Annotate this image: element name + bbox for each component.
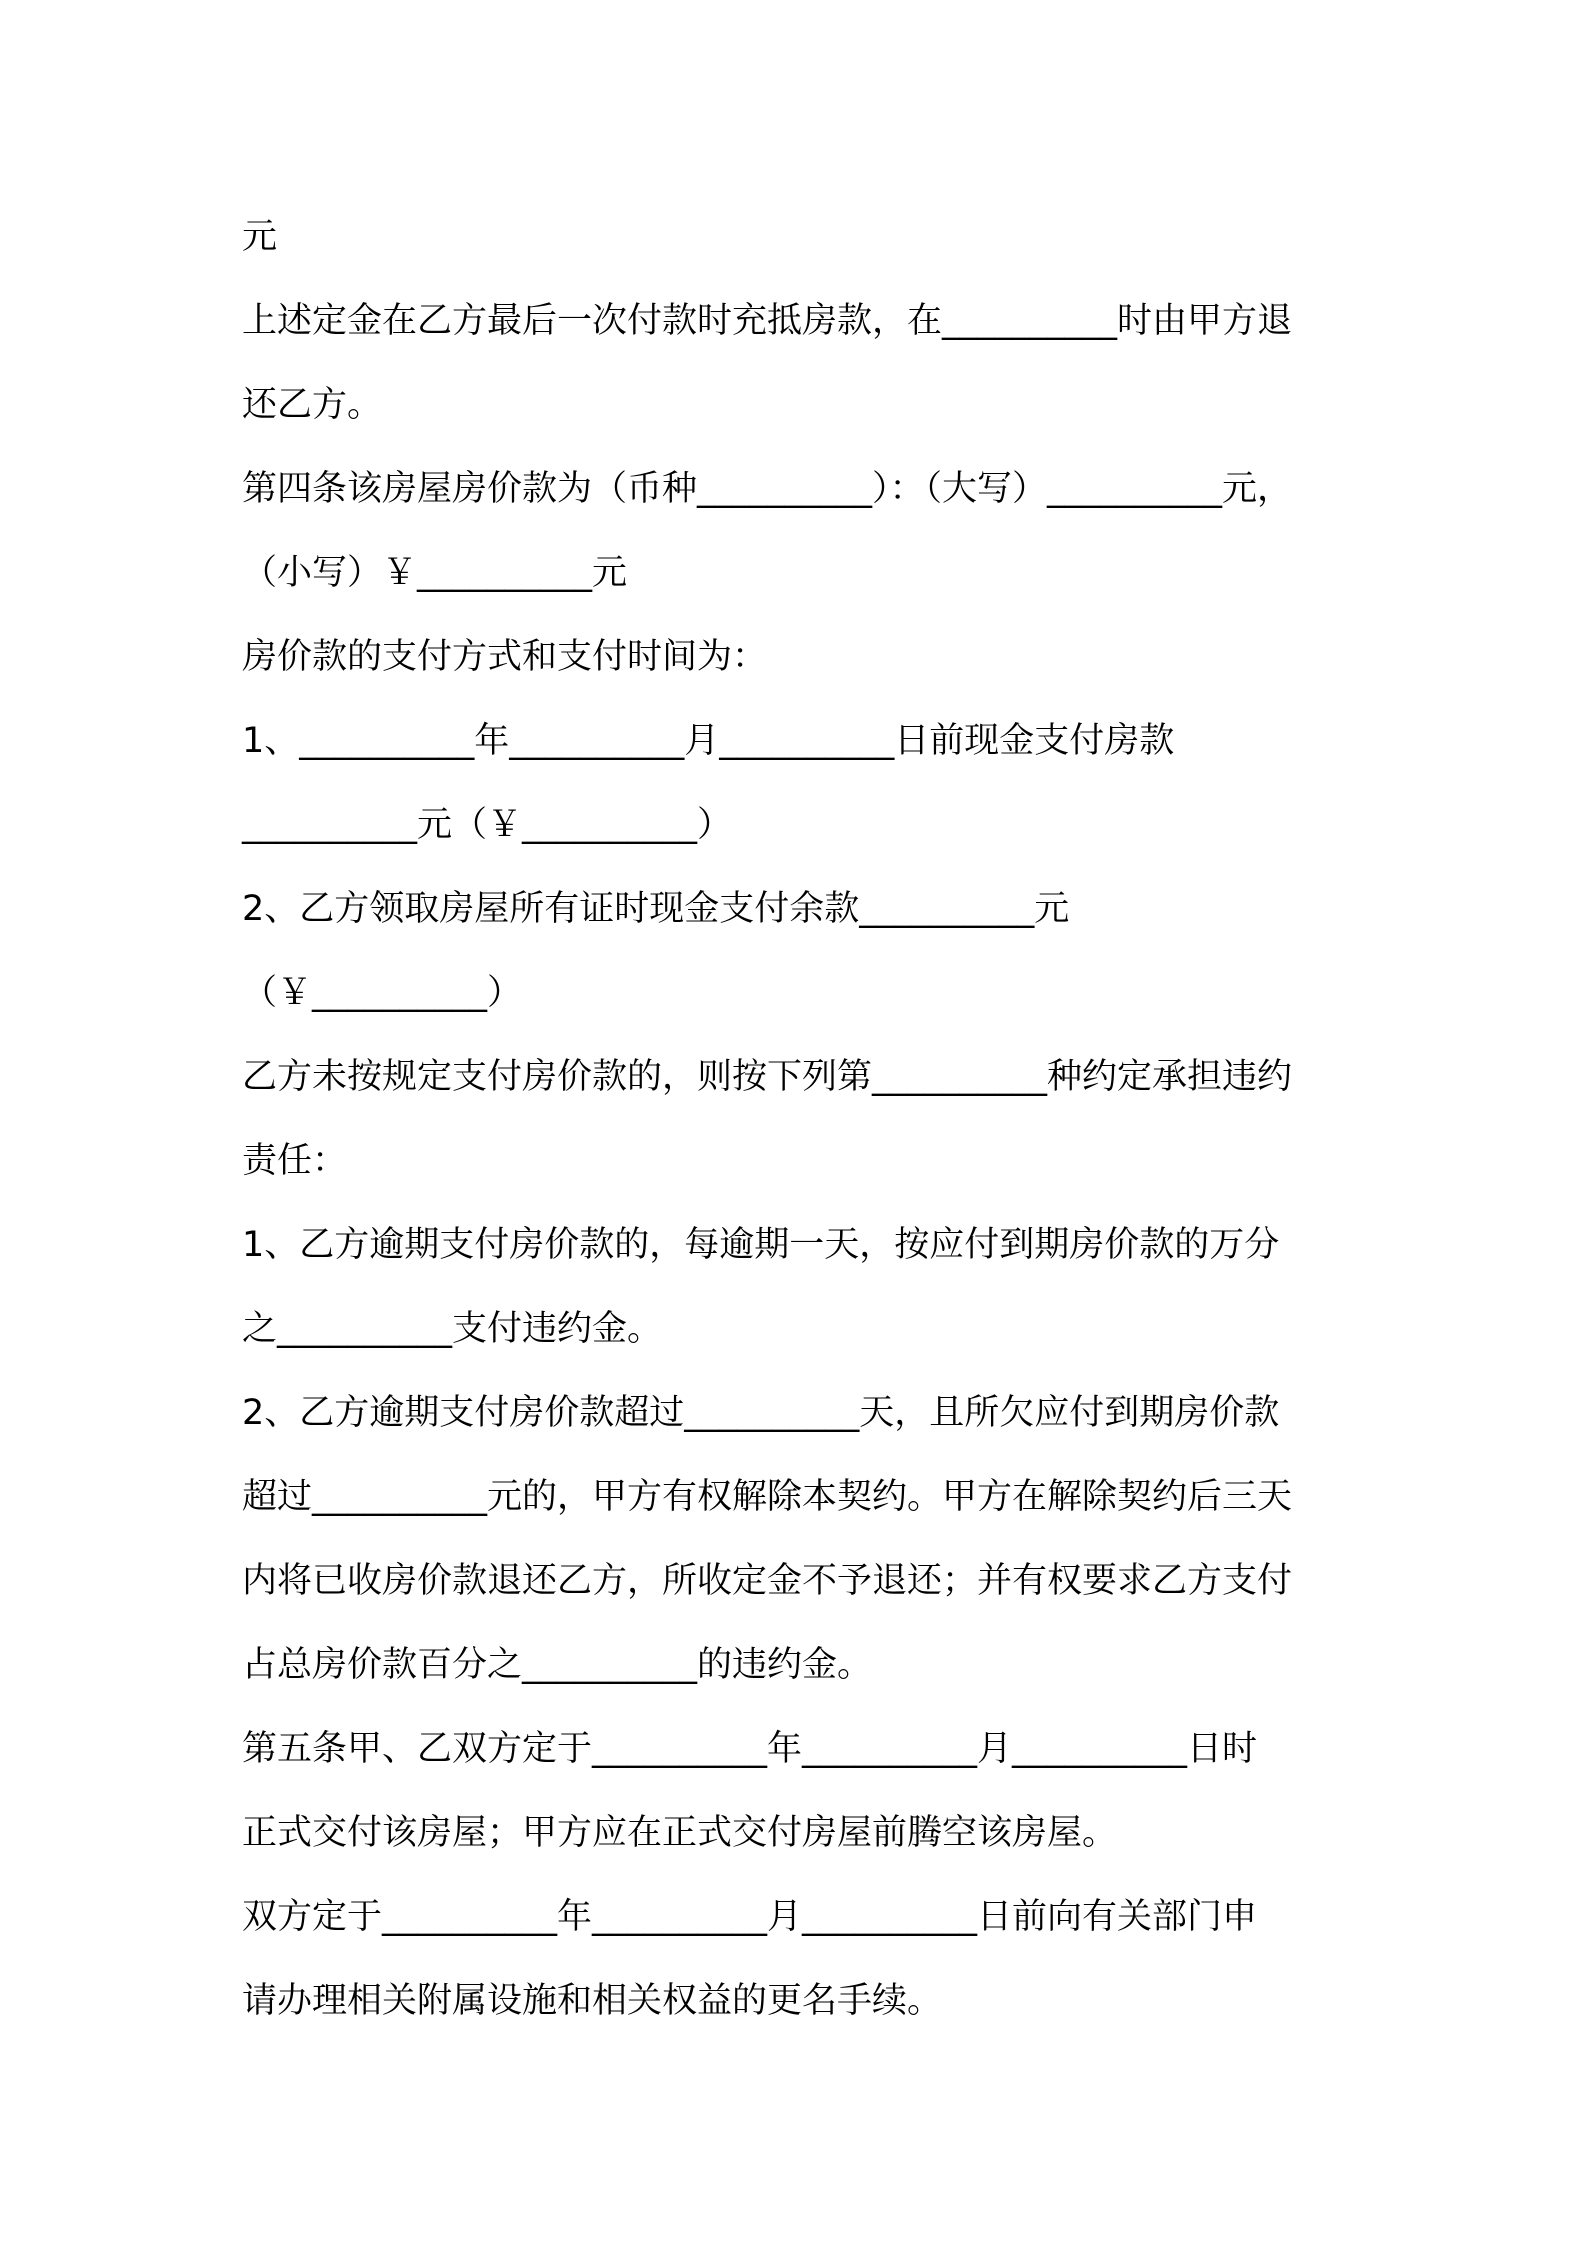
text-line: 占总房价款百分之__________的违约金。 [242, 1645, 873, 1685]
text-line: （￥__________） [242, 973, 523, 1013]
text-line: 正式交付该房屋；甲方应在正式交付房屋前腾空该房屋。 [242, 1813, 1118, 1853]
text-line: 房价款的支付方式和支付时间为： [242, 637, 768, 677]
article-four-line: 第四条该房屋房价款为（币种__________）：（大写）__________元， [242, 469, 1293, 509]
text-line: 双方定于__________年__________月__________日前向有关部门申 [242, 1897, 1258, 1937]
article-five-line: 第五条甲、乙双方定于__________年__________月__________日时 [242, 1729, 1258, 1769]
text-line: 元 [242, 217, 278, 257]
text-line: （小写）￥__________元 [242, 553, 628, 593]
text-line: __________元（￥__________） [242, 805, 733, 845]
text-line: 还乙方。 [242, 385, 383, 425]
text-line: 之__________支付违约金。 [242, 1309, 663, 1349]
text-line: 2、乙方领取房屋所有证时现金支付余款__________元 [242, 889, 1070, 929]
text-line: 超过__________元的，甲方有权解除本契约。甲方在解除契约后三天 [242, 1477, 1293, 1517]
text-line: 责任： [242, 1141, 348, 1181]
text-line: 2、乙方逾期支付房价款超过__________天，且所欠应付到期房价款 [242, 1393, 1280, 1433]
text-line: 上述定金在乙方最后一次付款时充抵房款，在__________时由甲方退 [242, 301, 1293, 341]
contract-text [242, 195, 1357, 2043]
text-line: 内将已收房价款退还乙方，所收定金不予退还；并有权要求乙方支付 [242, 1561, 1293, 1601]
text-line: 1、__________年__________月__________日前现金支付房款 [242, 721, 1175, 761]
text-line: 1、乙方逾期支付房价款的，每逾期一天，按应付到期房价款的万分 [242, 1225, 1280, 1265]
text-line: 请办理相关附属设施和相关权益的更名手续。 [242, 1981, 943, 2021]
text-line: 乙方未按规定支付房价款的，则按下列第__________种约定承担违约 [242, 1057, 1293, 1097]
